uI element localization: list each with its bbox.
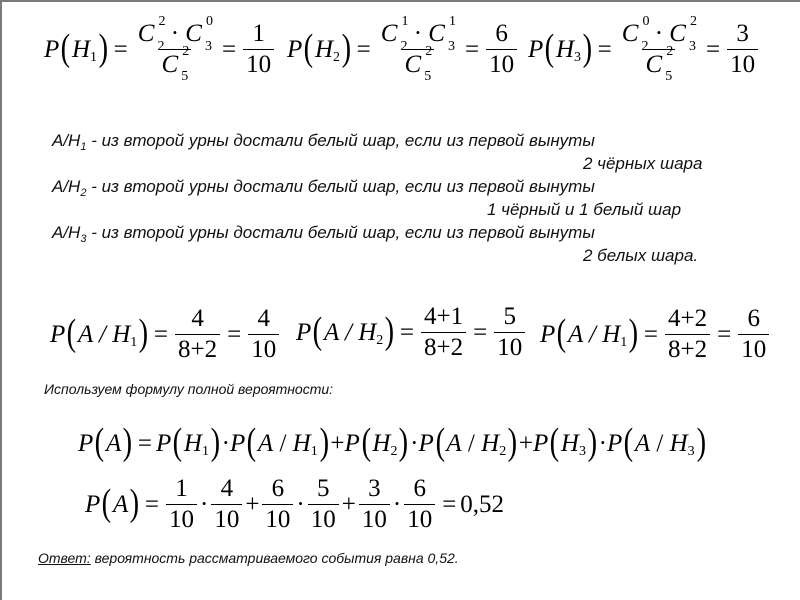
formula-p-a-h1: P ( A / H 1 ) = $\frac{4}{8+2}$ = $\frac{4}{10}$ bbox=[50, 305, 282, 365]
calculation-formula: P ( A ) = $\frac{1}{10}$ · $\frac{4}{10}$ + $\frac{6}{10}$ · $\frac{5}{10}$ + $\frac{3}{10}$ · $\frac{6}{10}$ = 0,52 bbox=[85, 475, 505, 533]
formula-intro: Используем формулу полной вероятности: bbox=[44, 381, 334, 397]
answer bbox=[38, 550, 459, 566]
description-h1-continuation: 2 чёрных шара bbox=[583, 154, 703, 173]
formula-p-a-h3: P ( A / H 1 ) = $\frac{4+2}{8+2}$ = $\frac{6}{10}$ bbox=[540, 305, 772, 365]
result-value: 0,52 bbox=[460, 490, 505, 518]
answer-text: вероятность рассматриваемого события равна 0,52. bbox=[90, 550, 459, 566]
formula-p-h3: P ( H 3 ) = C 0 2 · C 2 3 C 2 5 = $\frac{3}{10}$ bbox=[528, 20, 761, 80]
description-h2: $A/H_2$ - из второй урны достали белый шар, если из первой вынуты bbox=[52, 177, 595, 199]
description-h3: $A/H_3$ - из второй урны достали белый шар, если из первой вынуты bbox=[52, 223, 595, 245]
answer-label: Ответ: bbox=[38, 550, 91, 566]
formula-p-a-h2: P ( A / H 2 ) = $\frac{4+1}{8+2}$ = $\frac{5}{10}$ bbox=[296, 303, 528, 363]
description-h1: $A/H_1$ - из второй урны достали белый шар, если из первой вынуты bbox=[52, 131, 595, 153]
description-h3-continuation: 2 белых шара. bbox=[583, 246, 699, 265]
formula-p-h1: P ( H 1 ) = C 2 2 · C 0 3 C 2 5 = $\frac{1}{10}$ bbox=[44, 20, 277, 80]
formula-p-h2: P ( H 2 ) = C 1 2 · C 1 3 C 2 5 = $\frac{6}{10}$ bbox=[287, 20, 520, 80]
total-probability-formula: P ( A ) = P ( H 1 ) · P ( A / H 1 ) + P ( H 2 ) · P ( A / H 2 ) + P ( H 3 ) · P ( A / H 3 ) bbox=[78, 421, 706, 463]
description-h2-continuation: 1 чёрный и 1 белый шар bbox=[487, 200, 682, 219]
